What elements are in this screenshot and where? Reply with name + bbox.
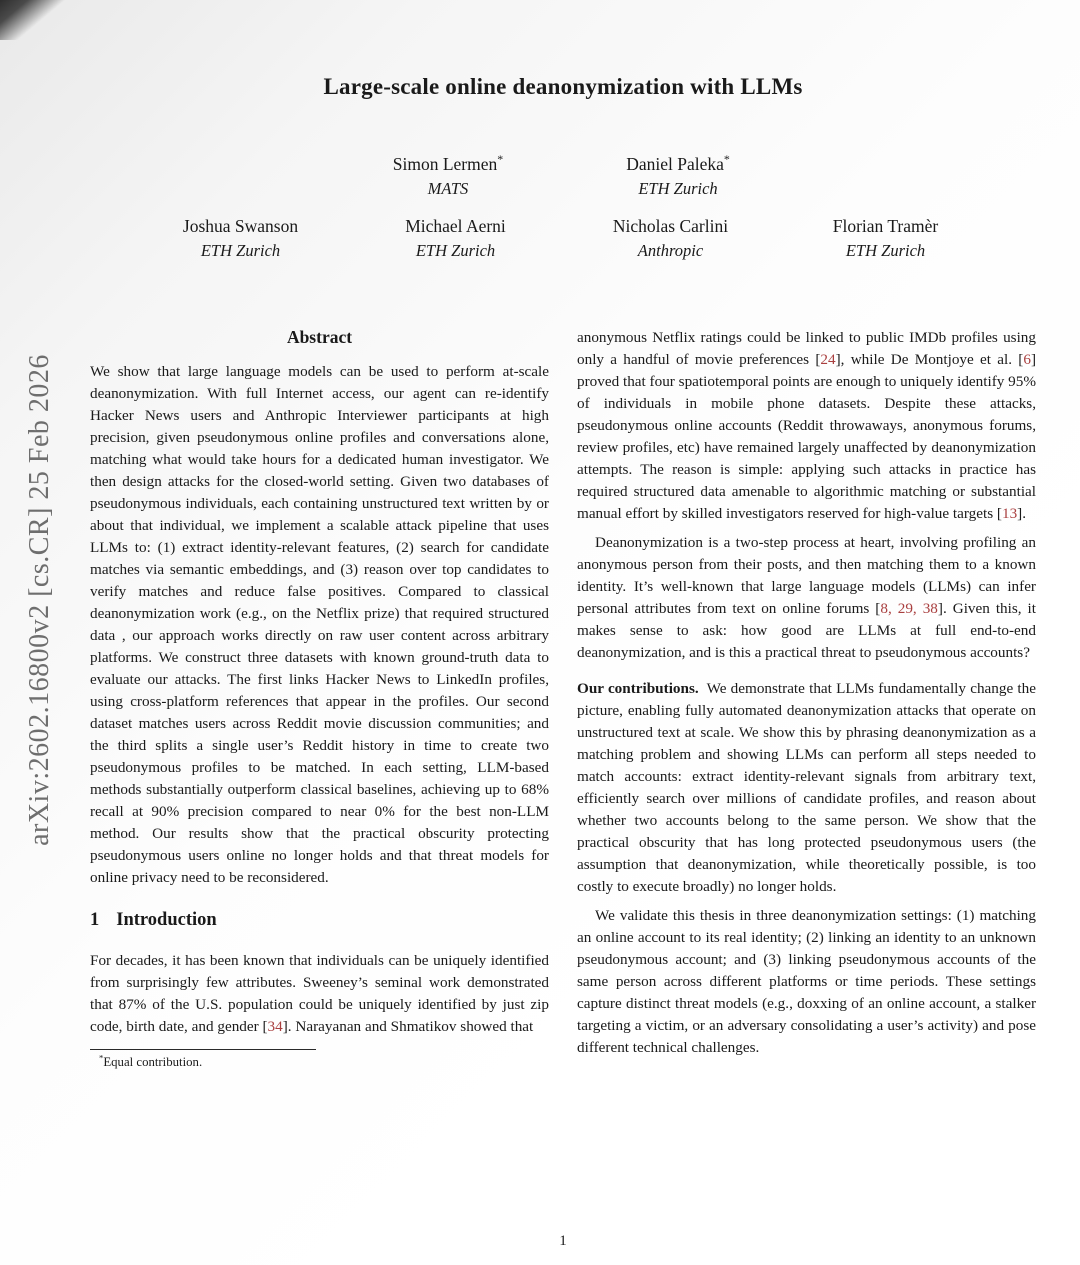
author-affiliation: ETH Zurich [845, 241, 926, 260]
text-segment: ], while De Montjoye et al. [ [835, 351, 1024, 368]
text-segment: ]. Narayanan and Shmatikov showed that [282, 1018, 534, 1035]
footnote-marker: * [99, 1052, 104, 1063]
author-joshua-swanson [166, 214, 316, 263]
right-column [577, 327, 1036, 1059]
text-segment: We show that large language models can be used to perform at-scale deanonymization. With full Internet access, our agent can re-identify Hacker News users and Anthropic Interviewer participants at high precision, given pseudonymous online profiles and conversations alone, matching what would take hours for a dedicated human investigator. We then design attacks for the closed-world setting. Given two databases of pseudonymous individuals, each containing unstructured text written by or about that individual, we implement a scalable attack pipeline that uses LLMs to: (1) extract identity-relevant features, (2) search for candidate matches via semantic embeddings, and (3) reason over top candidates to verify matches and reduce false positives. Compared to classical deanonymization work (e.g., on the Netflix prize) that required structured data , our approach works directly on raw user content across arbitrary platforms. We construct three datasets with known ground-truth data to evaluate our attacks. The first links Hacker News to LinkedIn profiles, using cross-platform references that appear in the profiles. Our second dataset matches users across Reddit movie discussion communities; and the third splits a single user’s Reddit history in time to create two pseudonymous profiles to be matched. In each setting, LLM-based methods substantially outperform classical baselines, achieving up to 68% recall at 90% precision compared to near 0% for the best non-LLM method. Our results show that the practical obscurity protecting pseudonymous users online no longer holds and that threat models for online privacy need to be reconsidered. [90, 363, 549, 886]
text-segment: Deanonymization is a two-step process at heart, involving profiling an anonymous person from their posts, and then matching them to a known identity. It’s well-known that large language models (LLMs) can infer personal attributes from text on online forums [ [577, 534, 1036, 617]
section-title: Introduction [116, 910, 217, 930]
authors-row-2 [90, 214, 1036, 263]
footnote-block [90, 1049, 549, 1071]
author-name: Joshua Swanson [182, 216, 299, 236]
author-affiliation: ETH Zurich [415, 241, 496, 260]
author-name-text: Daniel Paleka [626, 154, 724, 174]
citation-link[interactable]: 8, 29, 38 [880, 600, 938, 617]
equal-contribution-marker: * [723, 152, 730, 167]
abstract-text [90, 361, 549, 889]
text-segment: We demonstrate that LLMs fundamentally change the picture, enabling fully automated deanonymization attacks that operate on unstructured text at scale. We show this by phrasing deanonymization as a matching problem and showing LLMs can perform all steps needed to match accounts: extract identity-relevant signals from arbitrary text, efficiently search over millions of candidate profiles, and reason about whether two accounts belong to the same person. We show that the practical obscurity that has long protected pseudonymous users (the assumption that deanonymization, while theoretically possible, is too costly to execute broadly) no longer holds. [577, 680, 1036, 895]
body-paragraph [577, 327, 1036, 525]
author-michael-aerni [381, 214, 531, 263]
author-florian-tramer [811, 214, 961, 263]
body-paragraph [577, 905, 1036, 1059]
text-segment: anonymous Netflix ratings could be linked to public IMDb profiles using only a handful of movie preferences [ [577, 329, 1036, 368]
text-segment: We validate this thesis in three deanonymization settings: (1) matching an online account to its real identity; (2) linking an identity to an unknown pseudonymous account; and (3) linking pseudonymous accounts of the same person across different platforms or time periods. These settings capture distinct threat models (e.g., doxxing of an online account, a stalker targeting a victim, or an adversary consolidating a user’s activity) and pose different technical challenges. [577, 907, 1036, 1056]
footnote-text [90, 1054, 549, 1071]
page-title: Large-scale online deanonymization with LLMs [323, 74, 803, 99]
text-segment: ]. Given this, it makes sense to ask: how good are LLMs at full end-to-end deanonymization, and is this a practical threat to pseudonymous accounts? [577, 600, 1037, 661]
body-paragraph [577, 532, 1036, 664]
introduction-paragraph [90, 950, 549, 1038]
arxiv-watermark: arXiv:2602.16800v2 [cs.CR] 25 Feb 2026 [24, 354, 55, 846]
citation-link[interactable]: 34 [267, 1018, 283, 1035]
left-column [90, 327, 549, 1071]
author-affiliation: MATS [427, 179, 469, 198]
paper-page [90, 0, 1037, 1249]
section-number: 1 [90, 910, 100, 930]
footnote-rule [90, 1049, 316, 1050]
author-affiliation: ETH Zurich [200, 241, 281, 260]
abstract-heading: Abstract [286, 327, 353, 347]
text-segment: ]. [1017, 505, 1027, 522]
author-name: Nicholas Carlini [612, 216, 729, 236]
author-affiliation: ETH Zurich [638, 179, 718, 198]
author-name: Michael Aerni [405, 216, 506, 236]
author-simon-lermen [373, 152, 523, 201]
author-name [603, 152, 753, 176]
author-name: Florian Tramèr [832, 216, 939, 236]
citation-link[interactable]: 6 [1023, 351, 1031, 368]
citation-link[interactable]: 13 [1001, 505, 1018, 522]
authors-row-1 [90, 152, 1036, 201]
section-heading-introduction [90, 910, 549, 931]
page-number: 1 [559, 1233, 567, 1249]
text-segment: For decades, it has been known that individuals can be uniquely identified from surprisingly few attributes. Sweeney’s seminal work demonstrated that 87% of the U.S. population could be uniquely identified by just zip code, birth date, and gender [ [90, 952, 549, 1035]
text-segment: Our contributions. [577, 680, 699, 697]
body-paragraph-contributions [577, 678, 1036, 898]
photo-corner-artifact [0, 0, 78, 40]
equal-contribution-marker: * [497, 152, 504, 167]
author-name [373, 152, 523, 176]
author-daniel-paleka [603, 152, 753, 201]
citation-link[interactable]: 24 [820, 351, 836, 368]
author-affiliation: Anthropic [637, 241, 704, 260]
author-name-text: Simon Lermen [392, 154, 498, 174]
two-column-body [90, 327, 1036, 1071]
author-nicholas-carlini [596, 214, 746, 263]
footnote-label: Equal contribution. [103, 1055, 203, 1069]
text-segment: ] proved that four spatiotemporal points are enough to uniquely identify 95% of individuals in mobile phone datasets. Despite these attacks, pseudonymous online accounts (Reddit throwaways, anonymous forums, review profiles, etc) have remained largely unaffected by deanonymization attempts. The reason is simple: applying such attacks in practice has required structured data amenable to algorithmic matching or substantial manual effort by skilled investigators reserved for high-value targets [ [577, 351, 1037, 522]
